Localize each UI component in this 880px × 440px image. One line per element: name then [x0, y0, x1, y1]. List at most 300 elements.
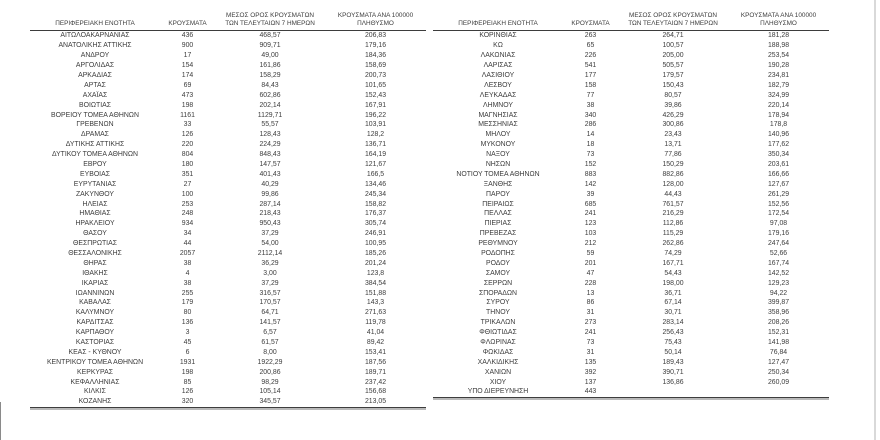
header-region — [433, 20, 563, 28]
region-cell: ΦΘΙΩΤΙΔΑΣ — [479, 329, 517, 337]
avg7-cell: 198,00 — [662, 279, 684, 287]
cases-cell: 103 — [584, 230, 597, 238]
avg7-cell: 426,29 — [662, 111, 684, 119]
cases-cell: 351 — [181, 170, 194, 178]
avg7-cell: 75,43 — [664, 339, 682, 347]
cases-cell: 73 — [586, 151, 595, 159]
table-row — [30, 249, 426, 259]
per100k-cell: 134,46 — [364, 180, 387, 188]
cases-cell: 123 — [584, 220, 597, 228]
table-row — [433, 51, 829, 61]
table-row — [433, 130, 829, 140]
table-row — [30, 289, 426, 299]
table-row — [433, 81, 829, 91]
cases-cell: 255 — [181, 289, 194, 297]
avg7-cell: 77,86 — [664, 151, 682, 159]
header-cases-label: ΚΡΟΥΣΜΑΤΑ — [168, 20, 207, 28]
per100k-cell: 121,67 — [364, 160, 387, 168]
avg7-cell: 218,43 — [259, 210, 281, 218]
per100k-cell: 140,96 — [767, 131, 790, 139]
avg7-cell: 54,00 — [261, 240, 279, 248]
region-cell: ΚΑΡΠΑΘΟΥ — [75, 329, 115, 337]
per100k-cell: 178,8 — [769, 121, 788, 129]
avg7-cell: 761,57 — [662, 200, 684, 208]
avg7-cell: 49,00 — [261, 52, 279, 60]
region-cell: ΕΥΡΥΤΑΝΙΑΣ — [73, 180, 117, 188]
cases-cell: 2057 — [179, 250, 196, 257]
table-row — [30, 31, 426, 41]
cases-cell: 18 — [586, 141, 595, 149]
region-cell: ΓΡΕΒΕΝΩΝ — [76, 121, 114, 129]
table-row — [433, 61, 829, 71]
cases-cell: 126 — [181, 388, 194, 396]
table-row — [30, 358, 426, 368]
region-cell: ΙΘΑΚΗΣ — [82, 269, 108, 277]
avg7-cell: 390,71 — [662, 368, 684, 376]
cases-cell: 86 — [586, 299, 595, 307]
per100k-cell: 167,74 — [767, 259, 790, 267]
avg7-cell: 602,86 — [259, 91, 281, 99]
region-cell: ΧΑΛΚΙΔΙΚΗΣ — [477, 358, 519, 366]
per100k-cell: 182,79 — [767, 81, 790, 89]
avg7-cell: 202,14 — [259, 101, 281, 109]
table-row — [30, 81, 426, 91]
cases-cell: 34 — [183, 230, 192, 238]
per100k-cell: 103,91 — [364, 121, 387, 129]
avg7-cell: 36,29 — [261, 259, 279, 267]
avg7-cell: 848,43 — [259, 151, 281, 159]
avg7-cell: 505,57 — [662, 62, 684, 70]
table-row — [30, 61, 426, 71]
per100k-cell: 158,69 — [364, 62, 387, 70]
table-row — [30, 378, 426, 388]
table-row — [433, 150, 829, 160]
region-cell: ΛΑΣΙΘΙΟΥ — [481, 71, 515, 79]
table-row — [433, 328, 829, 338]
table-row — [433, 338, 829, 348]
region-cell: ΔΡΑΜΑΣ — [81, 131, 109, 139]
region-cell: ΑΙΤΩΛΟΑΚΑΡΝΑΝΙΑΣ — [60, 32, 130, 40]
table-row — [30, 239, 426, 249]
avg7-cell: 8,00 — [263, 348, 277, 356]
avg7-cell: 115,29 — [662, 230, 684, 238]
per100k-cell: 89,42 — [366, 339, 385, 347]
cases-cell: 33 — [183, 121, 192, 129]
region-cell: ΛΗΜΝΟΥ — [482, 101, 514, 109]
table-row — [30, 150, 426, 160]
cases-cell: 1931 — [179, 358, 196, 366]
cases-cell: 804 — [181, 151, 194, 159]
per100k-cell: 213,05 — [364, 398, 387, 406]
avg7-cell: 200,86 — [259, 368, 281, 376]
cases-cell: 158 — [584, 81, 597, 89]
region-cell: ΗΡΑΚΛΕΙΟΥ — [75, 220, 115, 228]
table-row — [433, 200, 829, 210]
per100k-cell: 200,73 — [364, 71, 387, 79]
region-cell: ΜΑΓΝΗΣΙΑΣ — [478, 111, 518, 119]
region-cell: ΠΙΕΡΙΑΣ — [484, 220, 512, 228]
cases-cell: 340 — [584, 111, 597, 119]
per100k-cell: 142,52 — [767, 269, 790, 277]
per100k-cell: 52,66 — [769, 250, 788, 257]
cases-cell: 14 — [586, 131, 595, 139]
region-cell: ΘΑΣΟΥ — [83, 230, 107, 238]
per100k-cell: 166,66 — [767, 170, 790, 178]
region-cell: ΧΑΝΙΩΝ — [484, 368, 512, 376]
table-row — [433, 31, 829, 41]
cases-cell: 136 — [181, 319, 194, 327]
per100k-cell: 237,42 — [364, 378, 387, 386]
region-cell: ΗΛΕΙΑΣ — [82, 200, 108, 208]
avg7-cell: 150,43 — [662, 81, 684, 89]
cases-cell: 45 — [183, 339, 192, 347]
page-edge-left — [0, 402, 1, 440]
cases-cell: 201 — [584, 259, 597, 267]
cases-cell: 248 — [181, 210, 194, 218]
cases-table-left — [30, 12, 426, 408]
cases-cell: 685 — [584, 200, 597, 208]
region-cell: ΖΑΚΥΝΘΟΥ — [75, 190, 115, 198]
cases-cell: 934 — [181, 220, 194, 228]
per100k-cell: 41,04 — [366, 329, 385, 337]
cases-cell: 883 — [584, 170, 597, 178]
per100k-cell: 166,5 — [366, 170, 385, 178]
cases-cell: 135 — [584, 358, 597, 366]
per100k-cell: 167,91 — [364, 101, 387, 109]
avg7-cell: 40,29 — [261, 180, 279, 188]
table-row — [433, 71, 829, 81]
region-cell: ΚΕΝΤΡΙΚΟΥ ΤΟΜΕΑ ΑΘΗΝΩΝ — [46, 358, 144, 366]
table-row — [433, 279, 829, 289]
region-cell: ΙΩΑΝΝΙΝΩΝ — [75, 289, 115, 297]
region-cell: ΚΑΛΥΜΝΟΥ — [75, 309, 115, 317]
per100k-cell: 76,84 — [769, 348, 788, 356]
cases-cell: 241 — [584, 210, 597, 218]
avg7-cell: 287,14 — [259, 200, 281, 208]
region-cell: ΔΥΤΙΚΗΣ ΑΤΤΙΚΗΣ — [65, 141, 125, 149]
cases-cell: 59 — [586, 250, 595, 257]
cases-cell: 436 — [181, 32, 194, 40]
region-cell: ΦΛΩΡΙΝΑΣ — [480, 339, 516, 347]
table-row — [433, 298, 829, 308]
avg7-cell: 189,43 — [662, 358, 684, 366]
per100k-cell: 94,22 — [769, 289, 788, 297]
table-row — [433, 269, 829, 279]
table-row — [30, 170, 426, 180]
avg7-cell: 950,43 — [259, 220, 281, 228]
region-cell: ΣΠΟΡΑΔΩΝ — [478, 289, 517, 297]
region-cell: ΛΑΚΩΝΙΑΣ — [480, 52, 516, 60]
table-row — [433, 378, 829, 388]
per100k-cell: 324,99 — [767, 91, 790, 99]
per100k-cell: 151,88 — [364, 289, 387, 297]
cases-cell: 38 — [183, 279, 192, 287]
cases-cell: 4 — [185, 269, 190, 277]
header-per-100k — [325, 12, 426, 28]
table-row — [433, 160, 829, 170]
avg7-cell: 2112,14 — [257, 250, 283, 257]
cases-cell: 900 — [181, 42, 194, 50]
per100k-cell: 179,16 — [767, 230, 790, 238]
header-per-100k-line1: ΚΡΟΥΣΜΑΤΑ ΑΝΑ 100000 — [337, 12, 414, 19]
table-row — [30, 338, 426, 348]
region-cell: ΙΚΑΡΙΑΣ — [81, 279, 109, 287]
per100k-cell: 123,8 — [366, 269, 385, 277]
table-row — [30, 200, 426, 210]
cases-cell: 241 — [584, 329, 597, 337]
per100k-cell: 119,78 — [365, 319, 386, 327]
cases-cell: 31 — [586, 348, 595, 356]
per100k-cell: 220,14 — [767, 101, 790, 109]
avg7-cell: 98,29 — [261, 378, 279, 386]
per100k-cell: 129,23 — [767, 279, 790, 287]
region-cell: ΜΗΛΟΥ — [485, 131, 511, 139]
region-cell: ΡΟΔΟΠΗΣ — [481, 250, 515, 257]
table-row — [30, 368, 426, 378]
avg7-cell: 6,57 — [263, 329, 277, 337]
header-7day-average — [215, 12, 325, 28]
region-cell: ΚΙΛΚΙΣ — [84, 388, 106, 396]
cases-cell: 38 — [183, 259, 192, 267]
cases-cell: 263 — [584, 32, 597, 40]
per100k-cell: 164,19 — [364, 151, 387, 159]
table-body-right — [433, 31, 829, 398]
avg7-cell: 64,71 — [261, 309, 279, 317]
region-cell: ΕΒΡΟΥ — [83, 160, 107, 168]
region-cell: ΒΟΙΩΤΙΑΣ — [78, 101, 111, 109]
header-cases — [563, 20, 618, 28]
avg7-cell: 128,43 — [259, 131, 281, 139]
cases-cell: 228 — [584, 279, 597, 287]
table-row — [30, 160, 426, 170]
header-per-100k-line1: ΚΡΟΥΣΜΑΤΑ ΑΝΑ 100000 — [740, 12, 817, 19]
per100k-cell: 234,81 — [767, 71, 790, 79]
table-row — [433, 111, 829, 121]
region-cell: ΚΟΖΑΝΗΣ — [78, 398, 112, 406]
table-header-row — [30, 12, 426, 31]
region-cell: ΥΠΟ ΔΙΕΡΕΥΝΗΣΗ — [467, 388, 529, 396]
cases-cell: 47 — [586, 269, 595, 277]
cases-cell: 142 — [584, 180, 597, 188]
avg7-cell: 23,43 — [664, 131, 682, 139]
avg7-cell: 224,29 — [259, 141, 281, 149]
per100k-cell: 305,74 — [364, 220, 387, 228]
cases-cell: 392 — [584, 368, 597, 376]
table-row — [30, 308, 426, 318]
table-row — [30, 318, 426, 328]
table-row — [30, 328, 426, 338]
avg7-cell: 256,43 — [662, 329, 684, 337]
cases-cell: 3 — [185, 329, 190, 337]
cases-cell: 473 — [181, 91, 194, 99]
table-row — [30, 259, 426, 269]
per100k-cell: 358,96 — [767, 309, 790, 317]
avg7-cell: 909,71 — [259, 42, 281, 50]
region-cell: ΚΕΑΣ - ΚΥΘΝΟΥ — [68, 348, 122, 356]
per100k-cell: 247,64 — [767, 240, 790, 248]
per100k-cell: 152,31 — [767, 329, 790, 337]
table-row — [433, 140, 829, 150]
table-row — [30, 71, 426, 81]
table-row — [433, 358, 829, 368]
region-cell: ΘΕΣΣΑΛΟΝΙΚΗΣ — [68, 250, 122, 257]
region-cell: ΚΕΦΑΛΛΗΝΙΑΣ — [70, 378, 120, 386]
avg7-cell: 13,71 — [664, 141, 682, 149]
region-cell: ΧΙΟΥ — [489, 378, 507, 386]
cases-table-right — [433, 12, 829, 398]
per100k-cell: 158,82 — [364, 200, 387, 208]
avg7-cell: 128,00 — [662, 180, 684, 188]
per100k-cell: 141,98 — [767, 339, 790, 347]
per100k-cell: 196,22 — [364, 111, 387, 119]
table-row — [30, 101, 426, 111]
table-row — [30, 111, 426, 121]
per100k-cell: 187,56 — [364, 358, 387, 366]
header-region-label: ΠΕΡΙΦΕΡΕΙΑΚΗ ΕΝΟΤΗΤΑ — [458, 20, 538, 28]
avg7-cell: 1129,71 — [257, 111, 283, 119]
region-cell: ΚΩ — [493, 42, 503, 50]
avg7-cell: 54,43 — [664, 269, 682, 277]
region-cell: ΣΑΜΟΥ — [485, 269, 511, 277]
cases-cell: 541 — [584, 62, 597, 70]
header-7day-average-line2: ΤΩΝ ΤΕΛΕΥΤΑΙΩΝ 7 ΗΜΕΡΩΝ — [225, 20, 315, 28]
avg7-cell: 67,14 — [664, 299, 682, 307]
avg7-cell: 1922,29 — [257, 358, 283, 366]
avg7-cell: 283,14 — [662, 319, 684, 327]
per100k-cell: 203,61 — [767, 160, 790, 168]
table-row — [433, 239, 829, 249]
table-row — [30, 190, 426, 200]
region-cell: ΑΝΑΤΟΛΙΚΗΣ ΑΤΤΙΚΗΣ — [58, 42, 132, 50]
avg7-cell: 170,57 — [259, 299, 281, 307]
cases-cell: 212 — [584, 240, 597, 248]
cases-cell: 226 — [584, 52, 597, 60]
avg7-cell: 468,57 — [259, 32, 281, 40]
avg7-cell: 345,57 — [259, 398, 281, 406]
table-row — [433, 318, 829, 328]
per100k-cell: 271,63 — [364, 309, 387, 317]
cases-cell: 17 — [183, 52, 192, 60]
table-row — [433, 120, 829, 130]
per100k-cell: 178,94 — [767, 111, 790, 119]
avg7-cell: 167,71 — [662, 259, 684, 267]
region-cell: ΠΕΛΛΑΣ — [484, 210, 512, 218]
table-row — [433, 209, 829, 219]
avg7-cell: 141,57 — [259, 319, 281, 327]
table-row — [433, 348, 829, 358]
region-cell: ΜΕΣΣΗΝΙΑΣ — [478, 121, 518, 129]
header-7day-average-line1: ΜΕΣΟΣ ΟΡΟΣ ΚΡΟΥΣΜΑΤΩΝ — [629, 12, 717, 19]
table-header-row — [433, 12, 829, 31]
region-cell: ΚΑΣΤΟΡΙΑΣ — [75, 339, 115, 347]
per100k-cell: 201,24 — [364, 259, 387, 267]
cases-cell: 126 — [181, 131, 194, 139]
region-cell: ΚΑΡΔΙΤΣΑΣ — [76, 319, 114, 327]
per100k-cell: 188,98 — [767, 42, 790, 50]
avg7-cell: 136,86 — [662, 378, 684, 386]
table-row — [433, 259, 829, 269]
cases-cell: 80 — [183, 309, 192, 317]
avg7-cell: 300,86 — [662, 121, 684, 129]
cases-cell: 273 — [584, 319, 597, 327]
table-body-left — [30, 31, 426, 408]
header-per-100k-line2: ΠΛΗΘΥΣΜΟ — [357, 20, 394, 28]
table-row — [433, 91, 829, 101]
cases-cell: 180 — [181, 160, 194, 168]
cases-cell: 38 — [586, 101, 595, 109]
table-row — [30, 219, 426, 229]
avg7-cell: 37,29 — [261, 279, 279, 287]
per100k-cell: 128,2 — [366, 131, 385, 139]
region-cell: ΛΑΡΙΣΑΣ — [483, 62, 513, 70]
per100k-cell: 179,16 — [364, 42, 387, 50]
table-row — [433, 387, 829, 397]
header-region — [30, 20, 160, 28]
per100k-cell: 261,29 — [767, 190, 790, 198]
region-cell: ΑΝΔΡΟΥ — [80, 52, 110, 60]
region-cell: ΝΟΤΙΟΥ ΤΟΜΕΑ ΑΘΗΝΩΝ — [456, 170, 540, 178]
per100k-cell: 97,08 — [769, 220, 788, 228]
table-row — [30, 209, 426, 219]
avg7-cell: 84,43 — [261, 81, 279, 89]
table-row — [433, 229, 829, 239]
per100k-cell: 250,34 — [767, 368, 790, 376]
avg7-cell: 3,00 — [263, 269, 277, 277]
table-row — [30, 229, 426, 239]
region-cell: ΞΑΝΘΗΣ — [483, 180, 513, 188]
table-row — [433, 289, 829, 299]
table-row — [30, 269, 426, 279]
region-cell: ΘΗΡΑΣ — [83, 259, 107, 267]
avg7-cell: 61,57 — [261, 339, 279, 347]
table-row — [433, 219, 829, 229]
cases-cell: 44 — [183, 240, 192, 248]
region-cell: ΑΡΓΟΛΙΔΑΣ — [75, 62, 115, 70]
per100k-cell: 189,71 — [364, 368, 387, 376]
region-cell: ΠΡΕΒΕΖΑΣ — [479, 230, 517, 238]
cases-cell: 198 — [181, 101, 194, 109]
per100k-cell: 136,71 — [364, 141, 387, 149]
region-cell: ΡΕΘΥΜΝΟΥ — [478, 240, 518, 248]
avg7-cell: 44,43 — [664, 190, 682, 198]
avg7-cell: 30,71 — [664, 309, 682, 317]
avg7-cell: 39,86 — [664, 101, 682, 109]
region-cell: ΑΡΚΑΔΙΑΣ — [78, 71, 112, 79]
region-cell: ΒΟΡΕΙΟΥ ΤΟΜΕΑ ΑΘΗΝΩΝ — [51, 111, 139, 119]
cases-cell: 220 — [181, 141, 194, 149]
avg7-cell: 105,14 — [259, 388, 281, 396]
avg7-cell: 401,43 — [259, 170, 281, 178]
table-row — [30, 51, 426, 61]
avg7-cell: 158,29 — [259, 71, 281, 79]
cases-cell: 31 — [586, 309, 595, 317]
table-row — [433, 101, 829, 111]
per100k-cell: 399,87 — [767, 299, 790, 307]
region-cell: ΛΕΥΚΑΔΑΣ — [479, 91, 517, 99]
avg7-cell: 262,86 — [662, 240, 684, 248]
per100k-cell: 253,54 — [767, 52, 790, 60]
avg7-cell: 74,29 — [664, 250, 682, 257]
table-row — [30, 348, 426, 358]
table-row — [30, 279, 426, 289]
header-7day-average-line2: ΤΩΝ ΤΕΛΕΥΤΑΙΩΝ 7 ΗΜΕΡΩΝ — [628, 20, 718, 28]
region-cell: ΣΕΡΡΩΝ — [483, 279, 513, 287]
region-cell: ΣΥΡΟΥ — [486, 299, 510, 307]
avg7-cell: 99,86 — [261, 190, 279, 198]
cases-cell: 286 — [584, 121, 597, 129]
per100k-cell: 143,3 — [366, 299, 385, 307]
per100k-cell: 260,09 — [767, 378, 790, 386]
